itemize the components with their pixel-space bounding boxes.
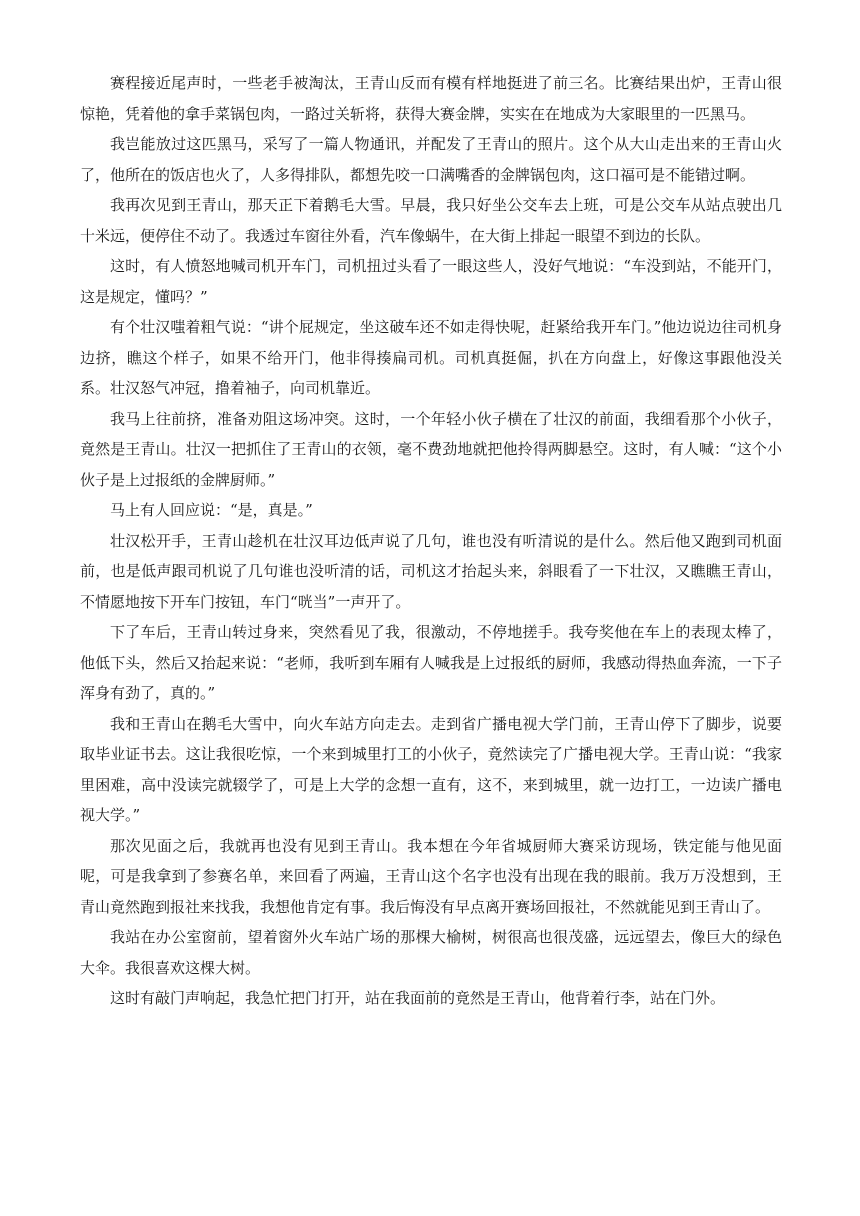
paragraph: 壮汉松开手，王青山趁机在壮汉耳边低声说了几句，谁也没有听清说的是什么。然后他又跑到司机面前，也是低声跟司机说了几句谁也没听清的话，司机这才抬起头来，斜眼看了一下壮汉，又瞧瞧王青山，不情愿地按下开车门按钮，车门“咣当”一声开了。 xyxy=(80,531,782,611)
paragraph: 我岂能放过这匹黑马，采写了一篇人物通讯，并配发了王青山的照片。这个从大山走出来的王青山火了，他所在的饭店也火了，人多得排队，都想先咬一口满嘴香的金牌锅包肉，这口福可是不能错过啊。 xyxy=(80,135,782,184)
paragraph: 这时有敲门声响起，我急忙把门打开，站在我面前的竟然是王青山，他背着行李，站在门外。 xyxy=(110,989,726,1007)
paragraph: 马上有人回应说：“是，真是。” xyxy=(110,501,313,519)
paragraph: 那次见面之后，我就再也没有见到王青山。我本想在今年省城厨师大赛采访现场，铁定能与他见面呢，可是我拿到了参赛名单，来回看了两遍，王青山这个名字也没有出现在我的眼前。我万万没想到，王青山竟然跑到报社来找我，我想他肯定有事。我后悔没有早点离开赛场回报社，不然就能见到王青山了。 xyxy=(80,836,782,916)
paragraph: 这时，有人愤怒地喊司机开车门，司机扭过头看了一眼这些人，没好气地说：“车没到站，不能开门，这是规定，懂吗？” xyxy=(80,257,782,306)
paragraph: 赛程接近尾声时，一些老手被淘汰，王青山反而有模有样地挺进了前三名。比赛结果出炉，王青山很惊艳，凭着他的拿手菜锅包肉，一路过关斩将，获得大赛金牌，实实在在地成为大家眼里的一匹黑马。 xyxy=(80,74,782,123)
paragraph: 我站在办公室窗前，望着窗外火车站广场的那棵大榆树，树很高也很茂盛，远远望去，像巨大的绿色大伞。我很喜欢这棵大树。 xyxy=(80,928,782,977)
paragraph: 有个壮汉嗤着粗气说：“讲个屁规定，坐这破车还不如走得快呢，赶紧给我开车门。”他边说边往司机身边挤，瞧这个样子，如果不给开门，他非得揍扁司机。司机真挺倔，扒在方向盘上，好像这事跟他没关系。壮汉怒气冲冠，撸着袖子，向司机靠近。 xyxy=(80,318,782,397)
paragraph: 我马上往前挤，准备劝阻这场冲突。这时，一个年轻小伙子横在了壮汉的前面，我细看那个小伙子，竟然是王青山。壮汉一把抓住了王青山的衣领，毫不费劲地就把他拎得两脚悬空。这时，有人喊：“这个小伙子是上过报纸的金牌厨师。” xyxy=(80,409,782,489)
document-body xyxy=(80,68,782,1014)
paragraph: 我再次见到王青山，那天正下着鹅毛大雪。早晨，我只好坐公交车去上班，可是公交车从站点驶出几十米远，便停住不动了。我透过车窗往外看，汽车像蜗牛，在大街上排起一眼望不到边的长队。 xyxy=(80,196,782,245)
paragraph: 下了车后，王青山转过身来，突然看见了我，很激动，不停地搓手。我夸奖他在车上的表现太棒了，他低下头，然后又抬起来说：“老师，我听到车厢有人喊我是上过报纸的厨师，我感动得热血奔流，一下子浑身有劲了，真的。” xyxy=(80,623,782,702)
paragraph: 我和王青山在鹅毛大雪中，向火车站方向走去。走到省广播电视大学门前，王青山停下了脚步，说要取毕业证书去。这让我很吃惊，一个来到城里打工的小伙子，竟然读完了广播电视大学。王青山说：“我家里困难，高中没读完就辍学了，可是上大学的念想一直有，这不，来到城里，就一边打工，一边读广播电视大学。” xyxy=(80,714,782,824)
